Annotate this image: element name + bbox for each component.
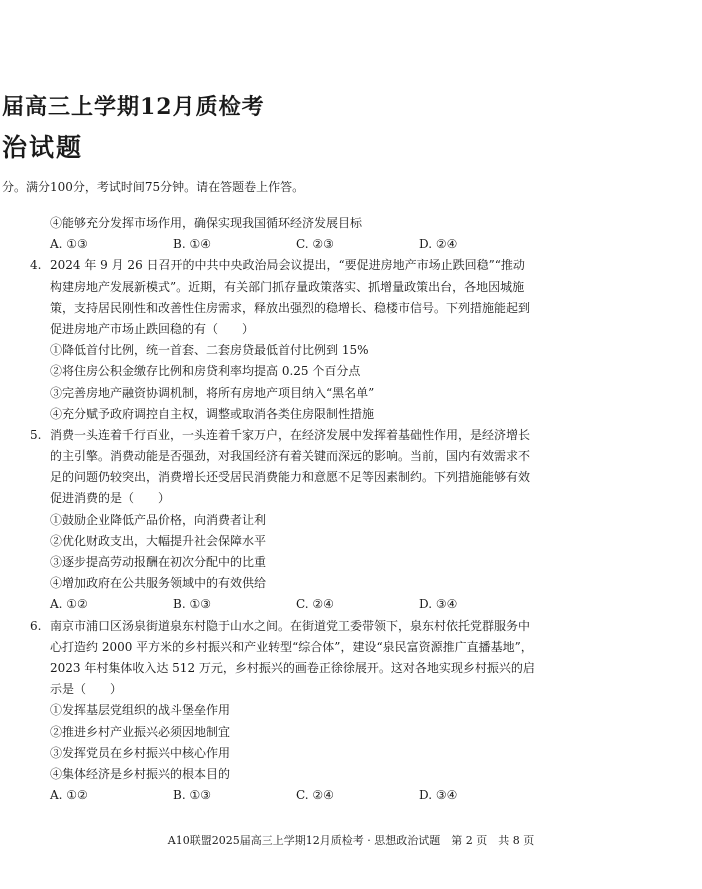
- q4-stem-line-4: 促进房地产市场止跌回稳的有（ ）: [50, 321, 255, 336]
- q5-option-b: B. ①③: [173, 597, 211, 612]
- q5-statement-1: ①鼓励企业降低产品价格，向消费者让利: [50, 512, 267, 527]
- q4-stem-line-2: 构建房地产发展新模式”。近期，有关部门抓存量政策落实、抓增量政策出台，各地因城施: [50, 279, 525, 294]
- exam-subtitle: 治试题: [2, 133, 84, 162]
- q5-stem-line-1: [30, 425, 560, 446]
- q3-statement-4: ④能够充分发挥市场作用，确保实现我国循环经济发展目标: [50, 216, 363, 230]
- q5-statement-3: ③逐步提高劳动报酬在初次分配中的比重: [50, 555, 267, 569]
- q6-stem-line-3: 2023 年村集体收入达 512 万元，乡村振兴的画卷正徐徐展开。这对各地实现乡村振兴的启: [50, 660, 535, 675]
- q4-statement-2: ②将住房公积金缴存比例和房贷利率均提高 0.25 个百分点: [50, 364, 361, 379]
- page-footer: A10联盟2025届高三上学期12月质检考 · 思想政治试题 第 2 页 共 8 页: [167, 834, 535, 847]
- q6-option-c: C. ②④: [296, 788, 334, 803]
- q5-option-c: C. ②④: [296, 597, 334, 612]
- q5-options: [30, 594, 560, 615]
- q5-option-a: A. ①②: [50, 597, 88, 612]
- question-list: [30, 213, 560, 806]
- q6-statement-4: ④集体经济是乡村振兴的根本目的: [50, 766, 231, 781]
- q6-stem-text-1: 南京市浦口区汤泉街道泉东村隐于山水之间。在街道党工委带领下，泉东村依托党群服务中: [50, 618, 531, 633]
- q6-option-d: D. ③④: [419, 788, 458, 803]
- q6-statement-1: ①发挥基层党组织的战斗堡垒作用: [50, 703, 231, 718]
- q6-stem-line-4: 示是（ ）: [50, 682, 123, 697]
- q4-stem-line-3: 策，支持居民刚性和改善性住房需求，释放出强烈的稳增长、稳楼市信号。下列措施能起到: [50, 300, 531, 315]
- q3-option-b: B. ①④: [173, 237, 211, 252]
- q4-stem-text-1: 2024 年 9 月 26 日召开的中共中央政治局会议提出，“要促进房地产市场止跌回稳”“推动: [50, 258, 525, 273]
- q4-stem-line-1: [30, 255, 560, 276]
- q5-option-d: D. ③④: [419, 597, 458, 612]
- exam-title: 届高三上学期12月质检考: [2, 94, 265, 120]
- q6-stem-line-2: 心打造约 2000 平方米的乡村振兴和产业转型“综合体”，建设“泉民富资源推广直播基地”，: [50, 639, 533, 654]
- q6-number: 6.: [30, 618, 42, 633]
- q6-option-b: B. ①③: [173, 788, 211, 803]
- q5-statement-4: ④增加政府在公共服务领域中的有效供给: [50, 576, 267, 591]
- q5-stem-text-1: 消费一头连着千行百业，一头连着千家万户，在经济发展中发挥着基础性作用，是经济增长: [50, 427, 531, 442]
- q3-options: [30, 234, 560, 255]
- q5-number: 5.: [30, 427, 42, 442]
- q4-statement-1: ①降低首付比例，统一首套、二套房贷最低首付比例到 15%: [50, 343, 369, 358]
- q5-stem-line-4: 促进消费的是（ ）: [50, 491, 171, 506]
- q6-statement-2: ②推进乡村产业振兴必须因地制宜: [50, 724, 231, 739]
- q6-options: [30, 785, 560, 806]
- q3-option-c: C. ②③: [296, 237, 334, 252]
- q6-option-a: A. ①②: [50, 788, 88, 803]
- q3-option-d: D. ②④: [419, 237, 458, 252]
- q4-statement-3: ③完善房地产融资协调机制，将所有房地产项目纳入“黑名单”: [50, 385, 375, 400]
- exam-note: 分。满分100分，考试时间75分钟。请在答题卷上作答。: [2, 180, 305, 194]
- q5-stem-line-3: 足的问题仍较突出，消费增长还受居民消费能力和意愿不足等因素制约。下列措施能够有效: [50, 470, 531, 485]
- q4-statement-4: ④充分赋予政府调控自主权，调整或取消各类住房限制性措施: [50, 406, 375, 421]
- q6-statement-3: ③发挥党员在乡村振兴中核心作用: [50, 745, 231, 760]
- q6-stem-line-1: [30, 616, 560, 637]
- q5-statement-2: ②优化财政支出，大幅提升社会保障水平: [50, 533, 267, 548]
- q5-stem-line-2: 的主引擎。消费动能是否强劲，对我国经济有着关键而深远的影响。当前，国内有效需求不: [50, 449, 531, 464]
- q4-number: 4.: [30, 258, 42, 273]
- q3-option-a: A. ①③: [50, 237, 88, 252]
